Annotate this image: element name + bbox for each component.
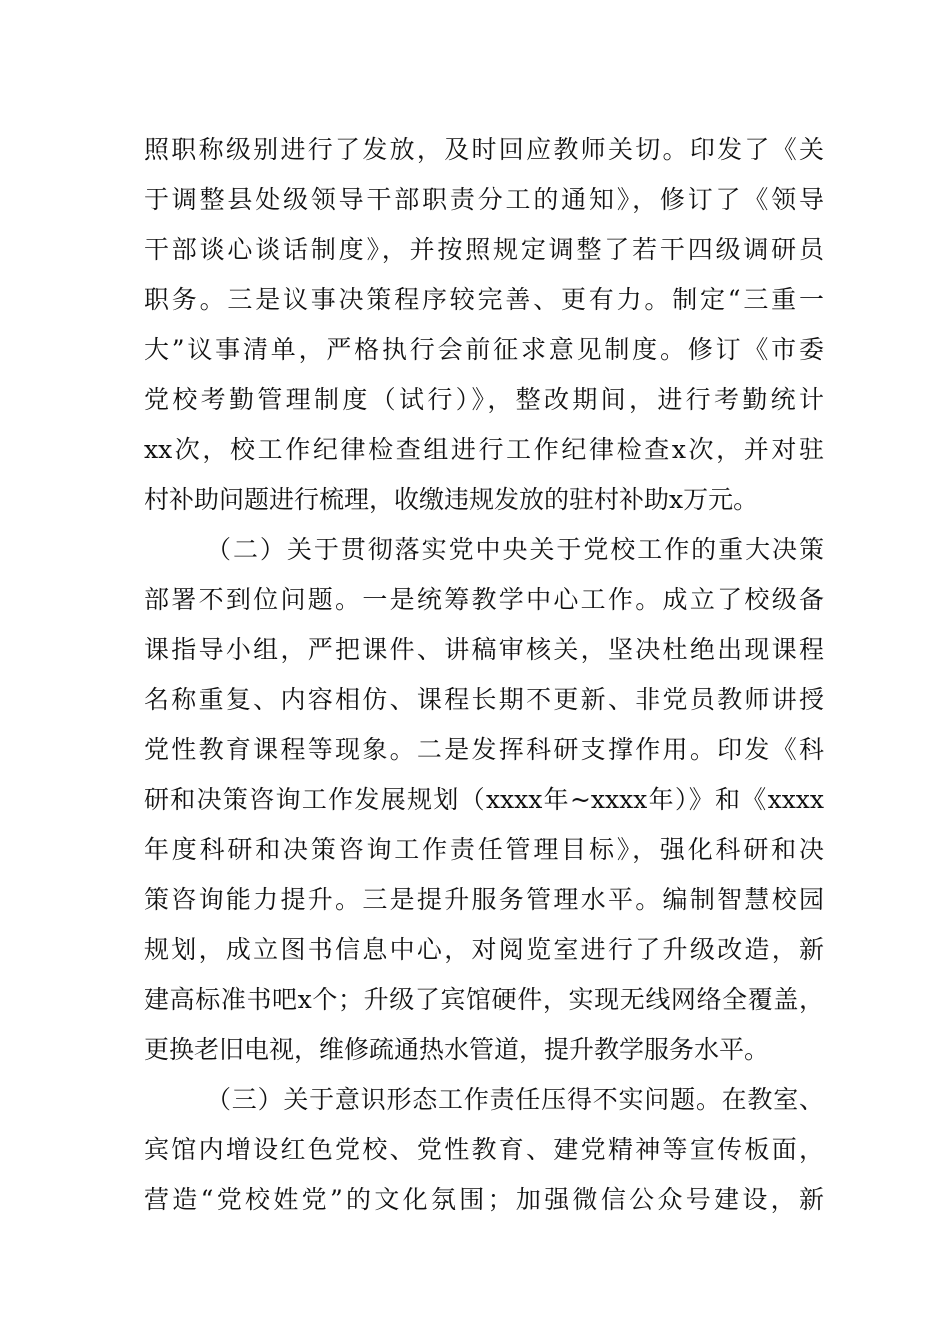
text-line: 大”议事清单，严格执行会前征求意见制度。修订《市委 (144, 335, 824, 364)
paragraph-2 (144, 525, 824, 1075)
text-line: 村补助问题进行梳理，收缴违规发放的驻村补助x万元。 (144, 485, 759, 514)
text-line: （三）关于意识形态工作责任压得不实问题。在教室、 (206, 1085, 824, 1114)
text-line: 建高标准书吧x个；升级了宾馆硬件，实现无线网络全覆盖， (144, 985, 824, 1014)
text-line: xx次，校工作纪律检查组进行工作纪律检查x次，并对驻 (144, 435, 824, 464)
text-line: 职务。三是议事决策程序较完善、更有力。制定“三重一 (144, 285, 824, 314)
text-line: 干部谈心谈话制度》，并按照规定调整了若干四级调研员 (144, 235, 824, 264)
text-line: 营造“党校姓党”的文化氛围；加强微信公众号建设，新 (144, 1185, 824, 1214)
text-line: 照职称级别进行了发放，及时回应教师关切。印发了《关 (144, 135, 824, 164)
text-line: 于调整县处级领导干部职责分工的通知》，修订了《领导 (144, 185, 824, 214)
text-line: 更换老旧电视，维修疏通热水管道，提升教学服务水平。 (144, 1035, 770, 1064)
document-body (144, 125, 824, 1225)
paragraph-3 (144, 1075, 824, 1225)
text-line: 研和决策咨询工作发展规划（xxxx年~xxxx年）》和《xxxx (144, 785, 824, 814)
text-line: （二）关于贯彻落实党中央关于党校工作的重大决策 (206, 535, 824, 564)
text-line: 宾馆内增设红色党校、党性教育、建党精神等宣传板面， (144, 1135, 824, 1164)
text-line: 党校考勤管理制度（试行）》，整改期间，进行考勤统计 (144, 385, 824, 414)
text-line: 策咨询能力提升。三是提升服务管理水平。编制智慧校园 (144, 885, 824, 914)
text-line: 年度科研和决策咨询工作责任管理目标》，强化科研和决 (144, 835, 824, 864)
text-line: 名称重复、内容相仿、课程长期不更新、非党员教师讲授 (144, 685, 824, 714)
paragraph-1 (144, 125, 824, 525)
text-line: 规划，成立图书信息中心，对阅览室进行了升级改造，新 (144, 935, 824, 964)
text-line: 课指导小组，严把课件、讲稿审核关，坚决杜绝出现课程 (144, 635, 824, 664)
text-line: 党性教育课程等现象。二是发挥科研支撑作用。印发《科 (144, 735, 824, 764)
text-line: 部署不到位问题。一是统筹教学中心工作。成立了校级备 (144, 585, 824, 614)
